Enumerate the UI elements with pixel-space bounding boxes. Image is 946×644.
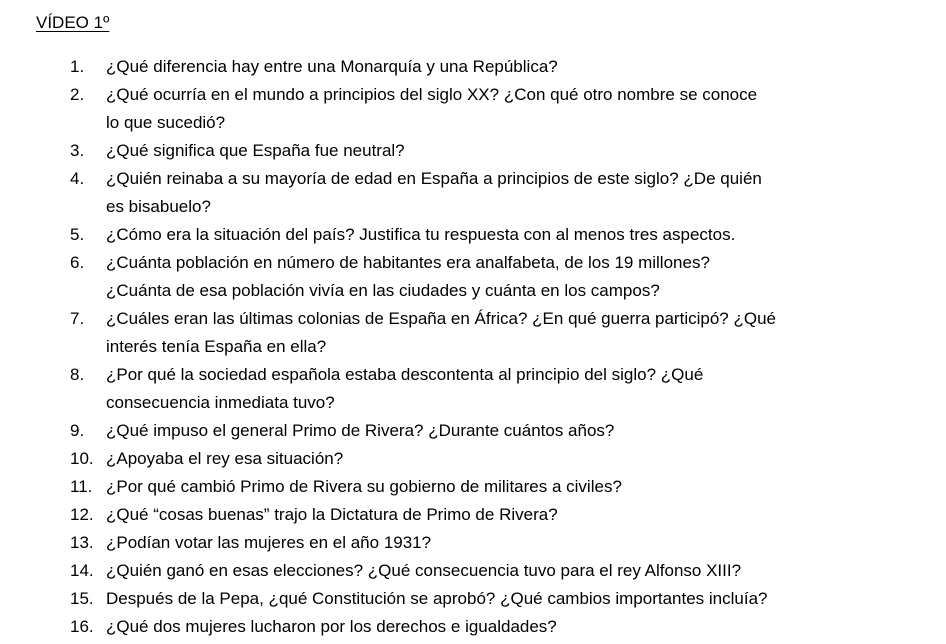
question-item — [0, 529, 946, 557]
question-text-line: ¿Por qué cambió Primo de Rivera su gobierno de militares a civiles? — [106, 477, 622, 496]
question-text-line: ¿Qué significa que España fue neutral? — [106, 141, 405, 160]
question-text-line: es bisabuelo? — [106, 197, 211, 216]
question-text-line: ¿Qué “cosas buenas” trajo la Dictatura de Primo de Rivera? — [106, 505, 558, 524]
question-number: 13. — [70, 533, 94, 552]
question-text-line: consecuencia inmediata tuvo? — [106, 393, 335, 412]
question-item — [0, 361, 946, 417]
question-item — [0, 53, 946, 81]
question-item — [0, 473, 946, 501]
question-text-line: ¿Quién reinaba a su mayoría de edad en España a principios de este siglo? ¿De quién — [106, 169, 762, 188]
question-text-line: ¿Qué impuso el general Primo de Rivera? ¿Durante cuántos años? — [106, 421, 615, 440]
question-item — [0, 137, 946, 165]
question-text-line: ¿Apoyaba el rey esa situación? — [106, 449, 344, 468]
question-number: 14. — [70, 561, 94, 580]
question-text-line: ¿Qué ocurría en el mundo a principios del siglo XX? ¿Con qué otro nombre se conoce — [106, 85, 758, 104]
question-item — [0, 417, 946, 445]
question-item — [0, 221, 946, 249]
question-text-line: ¿Podían votar las mujeres en el año 1931? — [106, 533, 432, 552]
question-number: 6. — [70, 253, 85, 272]
question-number: 9. — [70, 421, 85, 440]
question-text-line: ¿Quién ganó en esas elecciones? ¿Qué consecuencia tuvo para el rey Alfonso XIII? — [106, 561, 742, 580]
question-text-line: ¿Cuánta de esa población vivía en las ciudades y cuánta en los campos? — [106, 281, 660, 300]
question-number: 4. — [70, 169, 85, 188]
question-text-line: ¿Cuánta población en número de habitantes era analfabeta, de los 19 millones? — [106, 253, 710, 272]
question-number: 11. — [70, 477, 93, 496]
question-number: 3. — [70, 141, 85, 160]
question-text-line: lo que sucedió? — [106, 113, 226, 132]
question-text-line: ¿Cuáles eran las últimas colonias de España en África? ¿En qué guerra participó? ¿Qué — [106, 309, 776, 328]
question-number: 15. — [70, 589, 94, 608]
question-number: 7. — [70, 309, 85, 328]
question-text-line: interés tenía España en ella? — [106, 337, 327, 356]
question-text-line: Después de la Pepa, ¿qué Constitución se aprobó? ¿Qué cambios importantes incluía? — [106, 589, 768, 608]
question-item — [0, 613, 946, 641]
question-number: 16. — [70, 617, 94, 636]
question-number: 8. — [70, 365, 85, 384]
question-number: 2. — [70, 85, 85, 104]
question-text-line: ¿Qué dos mujeres lucharon por los derechos e igualdades? — [106, 617, 557, 636]
question-item — [0, 81, 946, 137]
question-text-line: ¿Qué diferencia hay entre una Monarquía y una República? — [106, 57, 558, 76]
question-number: 10. — [70, 449, 94, 468]
question-text-line: ¿Cómo era la situación del país? Justifica tu respuesta con al menos tres aspectos. — [106, 225, 736, 244]
question-item — [0, 305, 946, 361]
question-number: 1. — [70, 57, 85, 76]
question-item — [0, 585, 946, 613]
question-list — [0, 53, 946, 641]
question-item — [0, 501, 946, 529]
question-item — [0, 445, 946, 473]
question-item — [0, 165, 946, 221]
question-number: 12. — [70, 505, 94, 524]
document-heading: VÍDEO 1º — [36, 13, 110, 32]
question-item — [0, 557, 946, 585]
question-text-line: ¿Por qué la sociedad española estaba descontenta al principio del siglo? ¿Qué — [106, 365, 704, 384]
question-item — [0, 249, 946, 305]
question-number: 5. — [70, 225, 85, 244]
